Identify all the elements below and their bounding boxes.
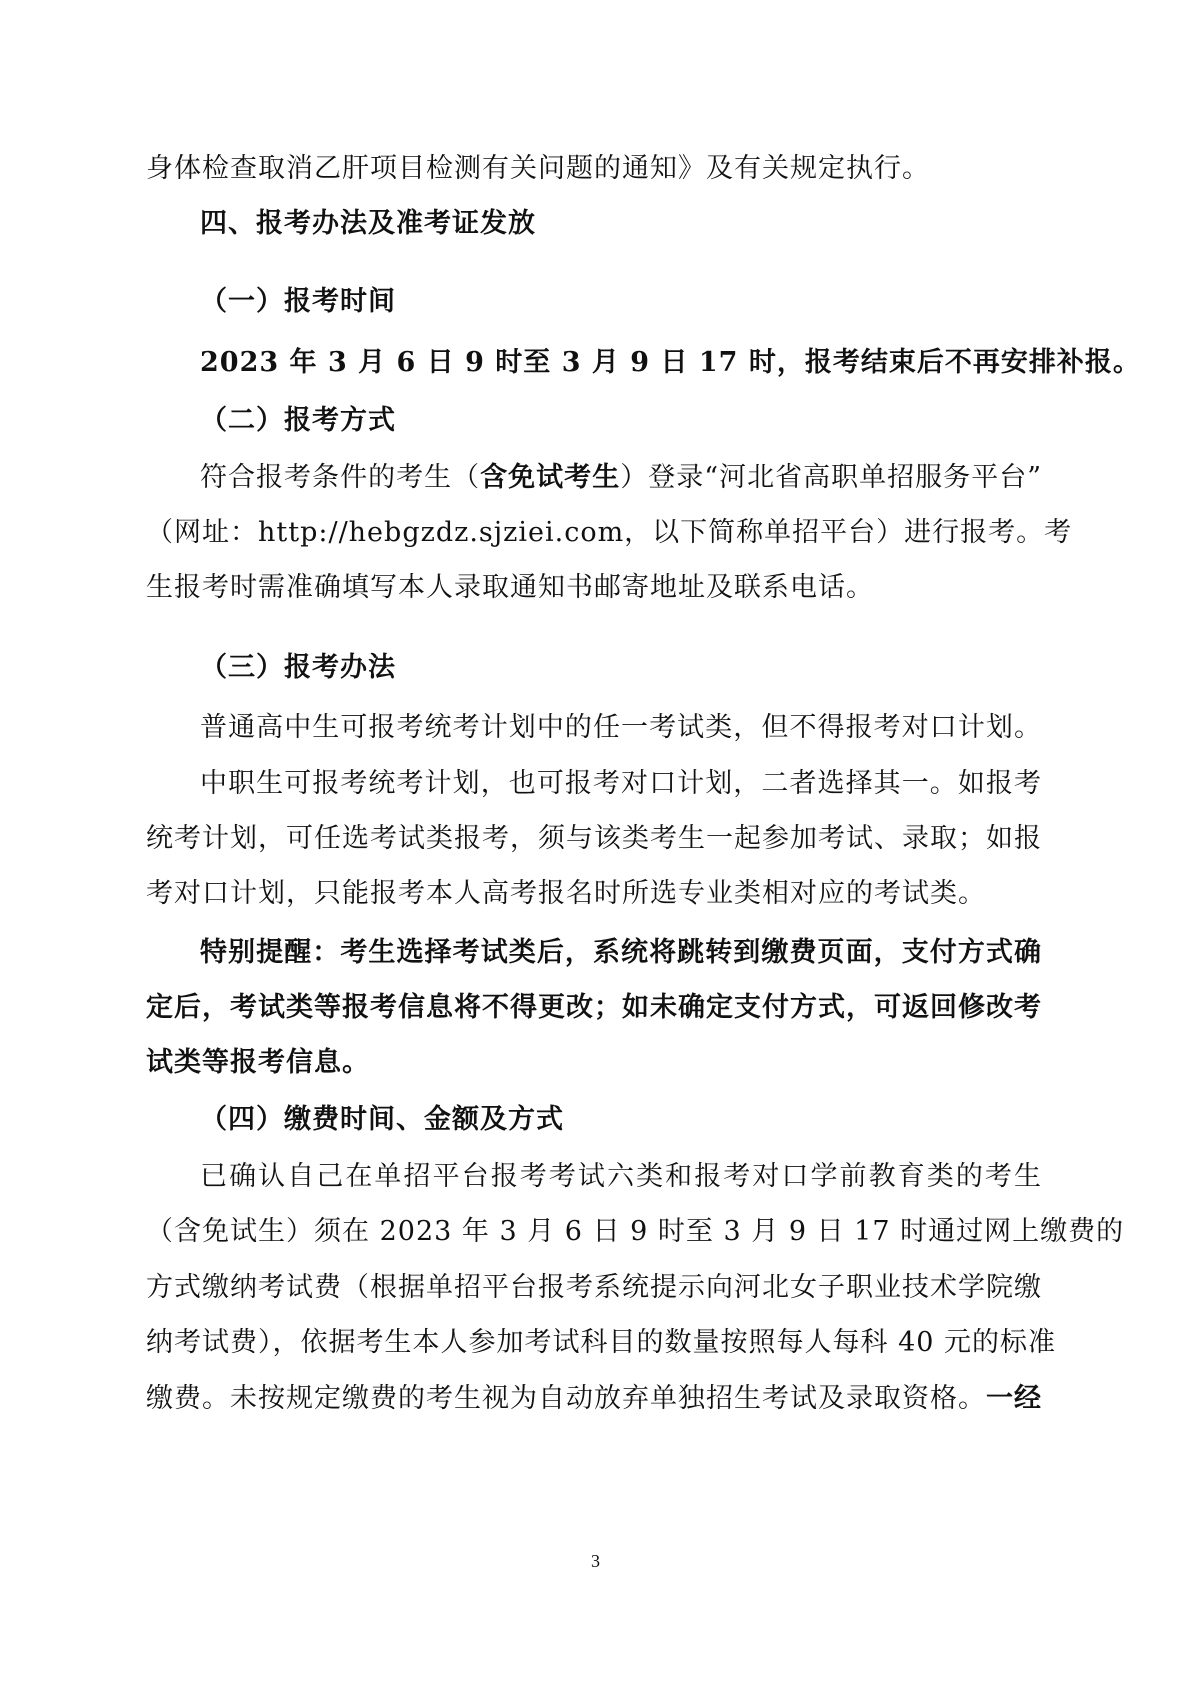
subsection-heading: （一）报考时间 — [200, 286, 396, 317]
page-number: 3 — [591, 1551, 600, 1571]
paragraph-line: 缴费。未按规定缴费的考生视为自动放弃单独招生考试及录取资格。一经 — [146, 1383, 1042, 1414]
paragraph-line: 统考计划，可任选考试类报考，须与该类考生一起参加考试、录取；如报 — [146, 823, 1042, 854]
special-reminder-line: 试类等报考信息。 — [146, 1047, 370, 1078]
paragraph-line: 身体检查取消乙肝项目检测有关问题的通知》及有关规定执行。 — [146, 153, 930, 184]
paragraph-line: 纳考试费），依据考生本人参加考试科目的数量按照每人每科 40 元的标准 — [146, 1327, 1057, 1358]
paragraph-line: 考对口计划，只能报考本人高考报名时所选专业类相对应的考试类。 — [146, 878, 986, 909]
paragraph-line: （含免试生）须在 2023 年 3 月 6 日 9 时至 3 月 9 日 17 时通过网上缴费的 — [146, 1216, 1125, 1247]
bold-emphasis: 含免试考生 — [480, 462, 621, 493]
special-reminder-line: 定后，考试类等报考信息将不得更改；如未确定支付方式，可返回修改考 — [146, 992, 1042, 1023]
paragraph-line: 已确认自己在单招平台报考考试六类和报考对口学前教育类的考生 — [200, 1161, 1042, 1192]
section-heading: 四、报考办法及准考证发放 — [200, 208, 536, 239]
paragraph-line: （网址：http://hebgzdz.sjziei.com，以下简称单招平台）进行报考。考 — [146, 517, 1073, 548]
paragraph-line: 普通高中生可报考统考计划中的任一考试类，但不得报考对口计划。 — [200, 712, 1042, 743]
paragraph-line: 2023 年 3 月 6 日 9 时至 3 月 9 日 17 时，报考结束后不再安排补报。 — [200, 347, 1141, 378]
subsection-heading: （二）报考方式 — [200, 405, 396, 436]
paragraph-line: 中职生可报考统考计划，也可报考对口计划，二者选择其一。如报考 — [200, 768, 1042, 799]
paragraph-line: 方式缴纳考试费（根据单招平台报考系统提示向河北女子职业技术学院缴 — [146, 1272, 1042, 1303]
subsection-heading: （四）缴费时间、金额及方式 — [200, 1104, 564, 1135]
bold-emphasis: 一经 — [986, 1383, 1042, 1414]
special-reminder-line: 特别提醒：考生选择考试类后，系统将跳转到缴费页面，支付方式确 — [200, 937, 1042, 968]
paragraph-line: 生报考时需准确填写本人录取通知书邮寄地址及联系电话。 — [146, 572, 874, 603]
subsection-heading: （三）报考办法 — [200, 652, 396, 683]
paragraph-line: 符合报考条件的考生（含免试考生）登录“河北省高职单招服务平台” — [200, 462, 1043, 493]
